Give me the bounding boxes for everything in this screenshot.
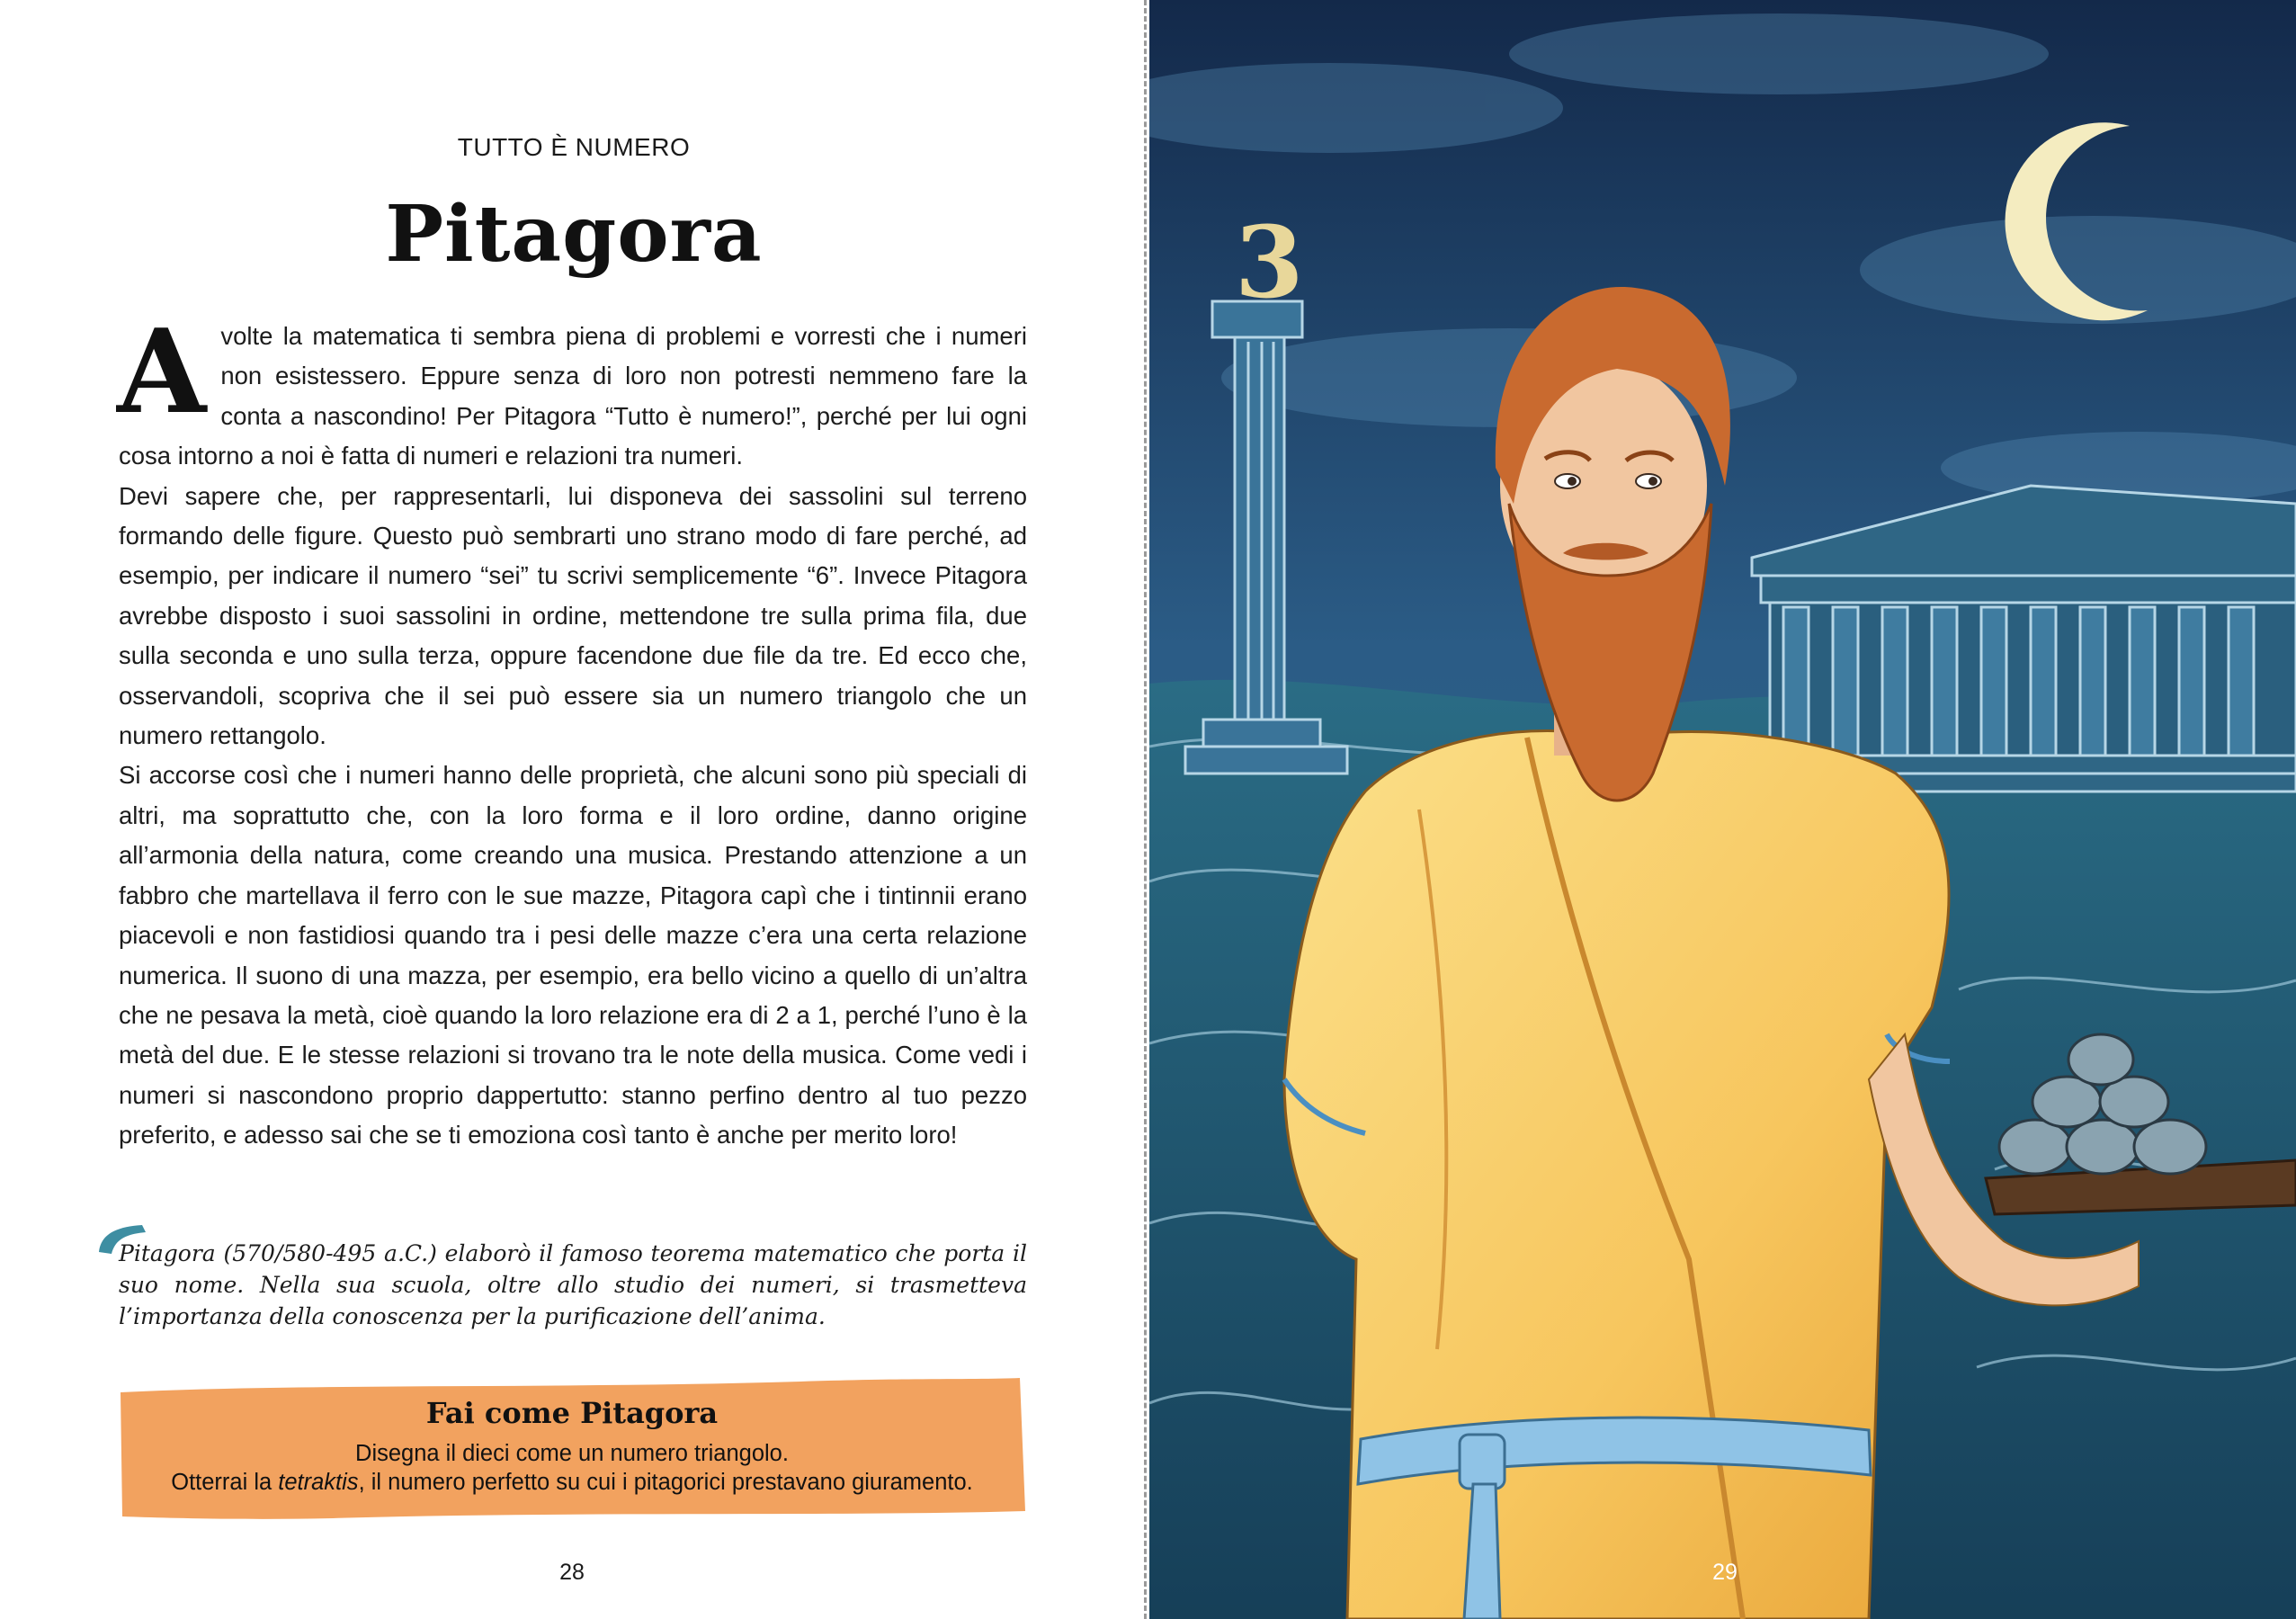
callout-line-1: Disegna il dieci come un numero triangolo.: [355, 1441, 789, 1466]
right-page-illustration: [1149, 0, 2296, 1619]
callout-line-2-end: , il numero perfetto su cui i pitagorici prestavano giuramento.: [358, 1470, 973, 1495]
callout-line-2-start: Otterrai la: [171, 1470, 279, 1495]
chapter-kicker: TUTTO È NUMERO: [457, 133, 691, 161]
page-number-left: 28: [559, 1560, 585, 1585]
callout-line-2: [117, 1470, 1027, 1496]
column-numeral: 3: [1235, 204, 1304, 320]
robe: [1284, 731, 1949, 1619]
page-title: Pitagora: [385, 189, 763, 280]
page-number-right: 29: [1712, 1560, 1738, 1585]
activity-callout: [117, 1376, 1027, 1520]
pythagoras-illustration: [1149, 0, 2296, 1619]
callout-term-tetraktis: tetraktis: [278, 1470, 359, 1495]
drop-cap: A: [117, 305, 207, 440]
callout-title: Fai come Pitagora: [425, 1396, 719, 1430]
paragraph-1-text: volte la matematica ti sembra piena di problemi e vorresti che i numeri non esistessero. Eppure senza di loro non potresti nemmeno fare la conta a nascondino! Per Pitagora “Tutto è numero!”, perché per lui ogni cosa intorno a noi è fatta di numeri e relazioni tra numeri.: [119, 322, 1027, 470]
belt-knot: [1460, 1435, 1505, 1489]
paragraph-2: Devi sapere che, per rappresentarli, lui disponeva dei sassolini sul terreno formando delle figure. Questo può sembrarti uno strano modo di fare perché, ad esempio, per indicare il numero “sei” tu scrivi semplicemente “6”. Invece Pitagora avrebbe disposto i suoi sassolini in ordine, mettendone tre sulla prima fila, due sulla seconda e uno sulla terza, oppure facendone due file da tre. Ed ecco che, osservandoli, scopriva che il sei può essere sia un numero triangolo che un numero rettangolo.: [119, 481, 1027, 750]
paragraph-3: Si accorse così che i numeri hanno delle proprietà, che alcuni sono più speciali di altri, ma soprattutto che, con la loro forma e il loro ordine, danno origine all’armonia della natura, come creando una musica. Prestando attenzione a un fabbro che martellava il ferro con le sue mazze, Pitagora capì che i tintinnii erano piacevoli e non fastidiosi quando tra i pesi delle mazze c’era una certa relazione numerica. Il suono di una mazza, per esempio, era bello vicino a quello di un’altra che ne pesava la metà, cioè quando la loro relazione era di 2 a 1, perché l’uno è la metà del due. E le stesse relazioni si trovano tra le note della musica. Come vedi i numeri si nascondono proprio dappertutto: stanno perfino dentro al tuo pezzo preferito, e adesso sai che se ti emoziona così tanto è anche per merito loro!: [119, 761, 1027, 1149]
biographical-note: Pitagora (570/580-495 a.C.) elaborò il famoso teorema matematico che porta il suo nome. Nella sua scuola, oltre allo studio dei numeri, si trasmetteva l’importanza della conoscenza per la purificazione dell’anima.: [119, 1240, 1027, 1329]
paragraph-1: [117, 305, 1027, 477]
body-text: [117, 305, 1027, 1156]
